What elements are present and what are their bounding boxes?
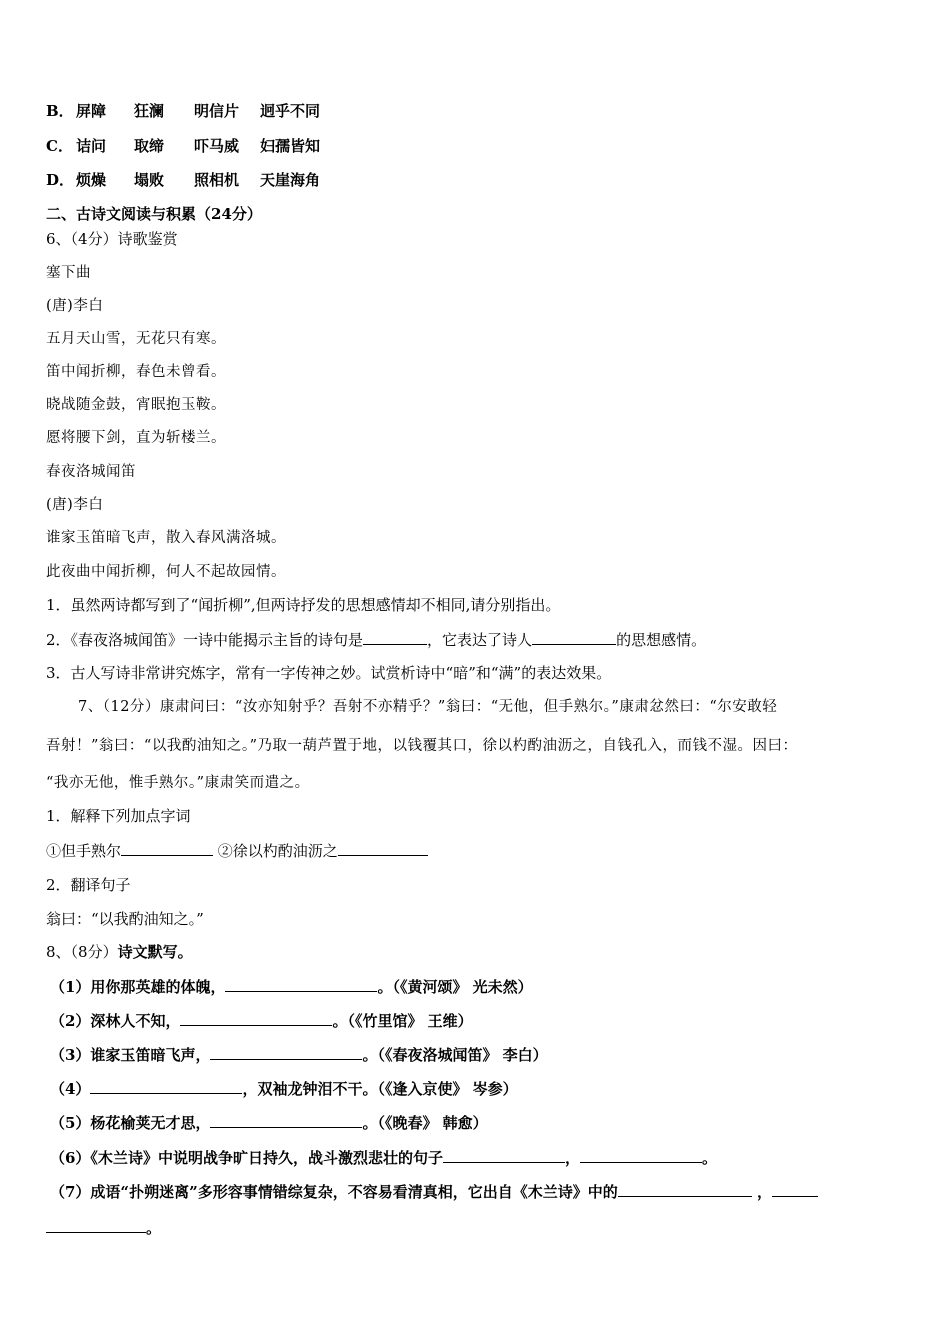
answer-blank[interactable] — [443, 1147, 565, 1163]
option-letter: D． — [46, 171, 75, 189]
option-word: 诘问 — [76, 137, 107, 155]
q8-item-text: 。 — [146, 1219, 162, 1237]
option-b — [46, 101, 320, 121]
q8-item-6 — [50, 1147, 717, 1168]
q8-item-text: 。 — [701, 1149, 717, 1167]
q8-item-1 — [50, 976, 533, 997]
q8-item-text: ， — [564, 1149, 580, 1167]
q8-item-text: （1）用你那英雄的体魄， — [50, 978, 226, 996]
q6-sub-question-2-text: 的思想感情。 — [616, 631, 707, 649]
q6-sub-question-3: 3．古人写诗非常讲究炼字，常有一字传神之妙。试赏析诗中“暗”和“满”的表达效果。 — [46, 664, 612, 682]
option-word: 取缔 — [134, 137, 165, 155]
option-word: 塌败 — [134, 171, 165, 189]
q7-passage: 吾射！”翁曰：“以我酌油知之。”乃取一葫芦置于地，以钱覆其口，徐以杓酌油沥之，自钱孔入，而钱不湿。因曰： — [46, 738, 798, 754]
answer-blank[interactable] — [338, 840, 428, 856]
q8-item-text: ，双袖龙钟泪不干。（《逢入京使》 岑参） — [242, 1080, 518, 1098]
q8-item-text: 。（《黄河颂》 光未然） — [377, 978, 533, 996]
q8-item-5 — [50, 1112, 488, 1133]
q8-item-text: 。（《春夜洛城闻笛》 李白） — [362, 1046, 548, 1064]
answer-blank[interactable] — [46, 1217, 146, 1233]
option-word: 烦燥 — [76, 171, 107, 189]
poem1-line: 晓战随金鼓，宵眠抱玉鞍。 — [46, 397, 226, 413]
answer-blank[interactable] — [90, 1078, 242, 1094]
q8-item-text: 。（《晚春》 韩愈） — [362, 1114, 488, 1132]
question-8-number: 8、（8分） — [46, 943, 118, 961]
q8-item-text: ， — [756, 1183, 772, 1201]
option-word: 天崖海角 — [260, 171, 321, 189]
q8-item-text: （7）成语“扑朔迷离”多形容事情错综复杂，不容易看清真相，它出自《木兰诗》中的 — [50, 1183, 618, 1201]
option-word: 屏障 — [76, 102, 107, 120]
poem2-line: 此夜曲中闻折柳，何人不起故园情。 — [46, 564, 286, 580]
option-letter: B． — [46, 102, 74, 120]
answer-blank[interactable] — [210, 1112, 362, 1128]
option-word: 妇孺皆知 — [260, 137, 321, 155]
q8-item-4 — [50, 1078, 518, 1099]
option-word: 迥乎不同 — [260, 102, 321, 120]
q8-item-text: （3）谁家玉笛暗飞声， — [50, 1046, 211, 1064]
answer-blank[interactable] — [363, 629, 427, 645]
q8-item-text: 。（《竹里馆》 王维） — [332, 1012, 473, 1030]
q8-item-2 — [50, 1010, 473, 1031]
option-word: 狂澜 — [134, 102, 165, 120]
poem1-title: 塞下曲 — [46, 265, 91, 281]
q8-item-text: （6）《木兰诗》中说明战争旷日持久，战斗激烈悲壮的句子 — [50, 1149, 443, 1167]
q8-item-7 — [50, 1181, 818, 1202]
option-word: 吓马威 — [194, 137, 240, 155]
q7-translation-sentence: 翁曰：“以我酌油知之。” — [46, 910, 204, 928]
option-d — [46, 170, 320, 190]
q8-item-text: （5）杨花榆荚无才思， — [50, 1114, 211, 1132]
q8-item-3 — [50, 1044, 548, 1065]
q8-item-text: （2）深林人不知， — [50, 1012, 181, 1030]
answer-blank[interactable] — [180, 1010, 332, 1026]
q7-sub-question-2: 2．翻译句子 — [46, 876, 131, 894]
poem1-line: 愿将腰下剑，直为斩楼兰。 — [46, 430, 226, 446]
q7-word-explanations — [46, 840, 428, 861]
q6-sub-question-1: 1．虽然两诗都写到了“闻折柳”,但两诗抒发的思想感情却不相同,请分别指出。 — [46, 596, 561, 614]
question-8-header — [46, 942, 193, 962]
poem1-author: (唐)李白 — [46, 298, 104, 314]
q7-passage: 7、（12分）康肃问曰：“汝亦知射乎？吾射不亦精乎？”翁曰：“无他，但手熟尔。”康肃忿然曰：“尔安敢轻 — [78, 699, 778, 715]
q6-sub-question-2-text: 2．《春夜洛城闻笛》一诗中能揭示主旨的诗句是 — [46, 631, 364, 649]
q8-item-7-continued — [46, 1217, 161, 1238]
q7-sub-question-1: 1．解释下列加点字词 — [46, 807, 191, 825]
answer-blank[interactable] — [772, 1181, 818, 1197]
q8-item-text: （4） — [50, 1080, 91, 1098]
option-word: 明信片 — [194, 102, 240, 120]
answer-blank[interactable] — [618, 1181, 752, 1197]
poem1-line: 五月天山雪，无花只有寒。 — [46, 331, 226, 347]
option-word: 照相机 — [194, 171, 240, 189]
answer-blank[interactable] — [121, 840, 213, 856]
section-title: 二、古诗文阅读与积累（24分） — [46, 205, 262, 223]
q7-item: ①但手熟尔 — [46, 842, 122, 860]
poem2-author: (唐)李白 — [46, 497, 104, 513]
option-c — [46, 136, 320, 156]
poem1-line: 笛中闻折柳，春色未曾看。 — [46, 364, 226, 380]
poem2-line: 谁家玉笛暗飞声，散入春风满洛城。 — [46, 530, 286, 546]
answer-blank[interactable] — [225, 976, 377, 992]
answer-blank[interactable] — [580, 1147, 702, 1163]
option-letter: C． — [46, 137, 73, 155]
answer-blank[interactable] — [210, 1044, 362, 1060]
q7-passage: “我亦无他，惟手熟尔。”康肃笑而遣之。 — [46, 775, 310, 791]
answer-blank[interactable] — [532, 629, 616, 645]
question-6-header: 6、（4分）诗歌鉴赏 — [46, 230, 178, 248]
q6-sub-question-2-text: ，它表达了诗人 — [427, 631, 533, 649]
question-8-title: 诗文默写。 — [117, 943, 193, 961]
poem2-title: 春夜洛城闻笛 — [46, 464, 136, 480]
q6-sub-question-2 — [46, 629, 706, 650]
q7-item: ②徐以杓酌油沥之 — [217, 842, 338, 860]
